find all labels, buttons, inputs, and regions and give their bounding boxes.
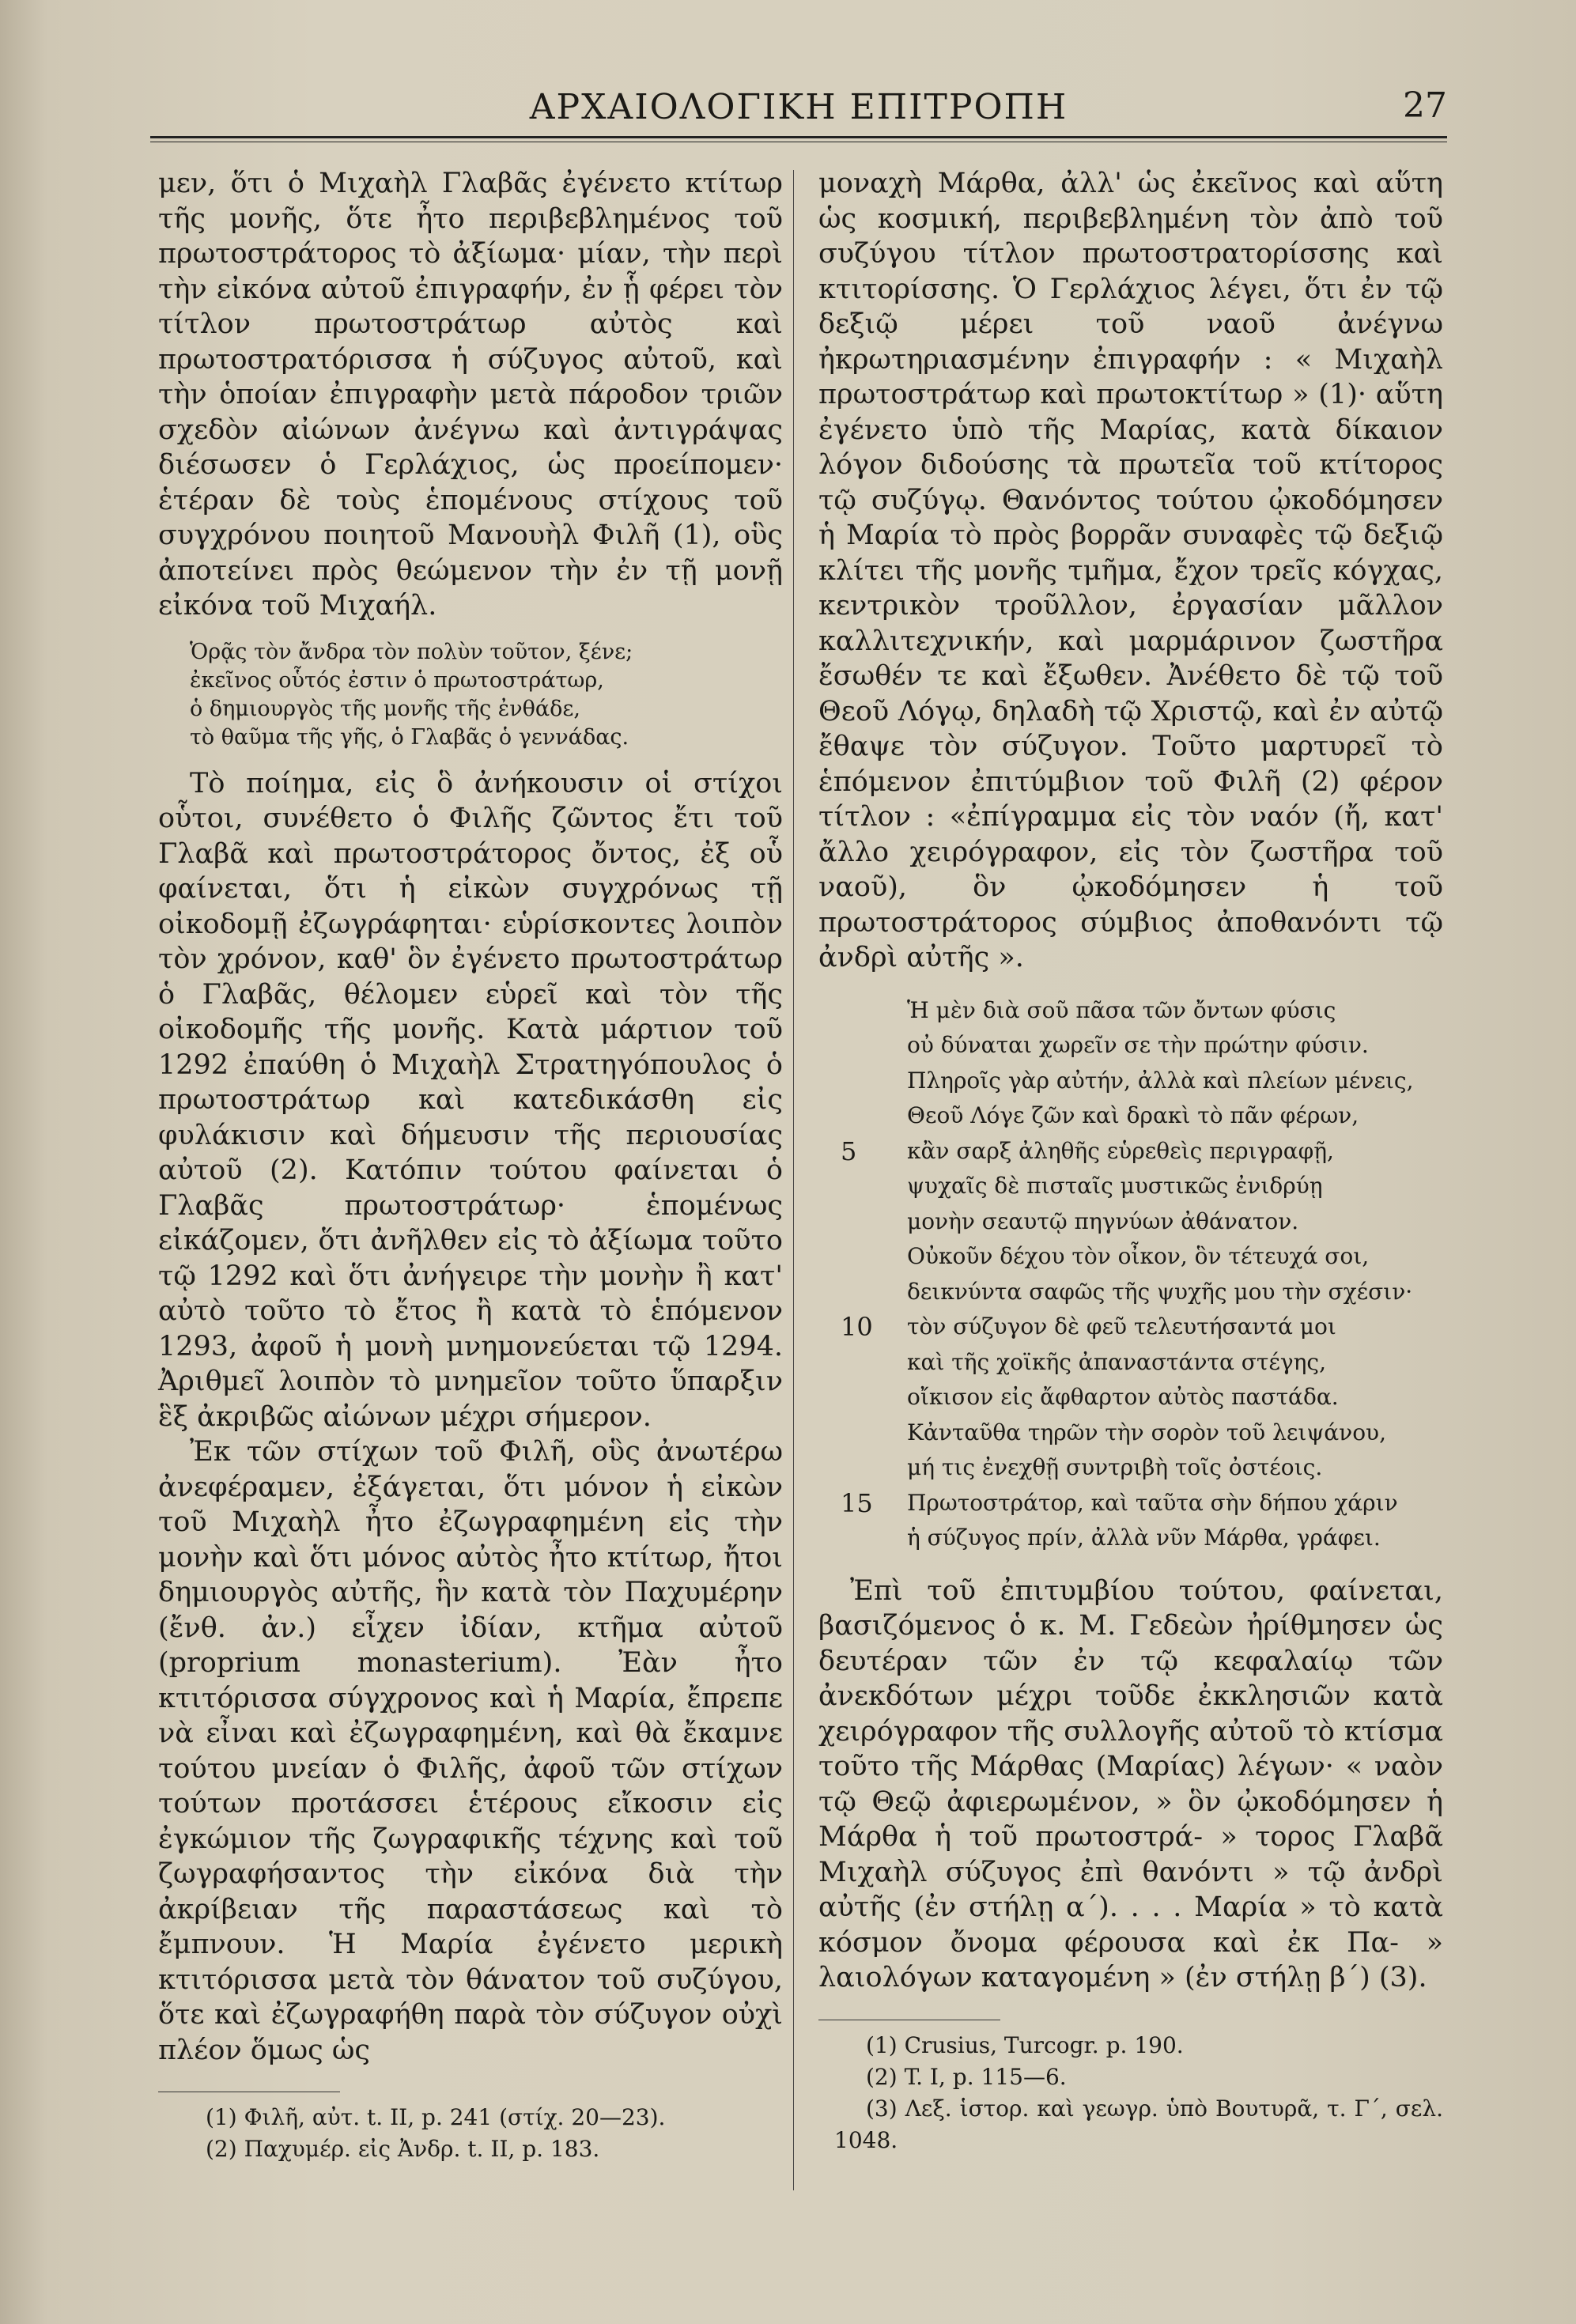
- poem-line: [818, 1275, 1443, 1310]
- poem-line: [818, 1380, 1443, 1415]
- page-number: 27: [1403, 85, 1447, 126]
- poem-line: ὁ δημιουργὸς τῆς μονῆς τῆς ἐνθάδε,: [190, 696, 580, 721]
- poem-line: [818, 1169, 1443, 1204]
- poem-line-text: κἂν σαρξ ἀληθῆς εὑρεθεὶς περιγραφῇ,: [907, 1137, 1334, 1164]
- left-column: [158, 166, 783, 2165]
- poem-line: ἐκεῖνος οὗτός ἐστιν ὁ πρωτοστράτωρ,: [190, 667, 604, 693]
- left-poem: [190, 638, 783, 752]
- poem-line-text: δεικνύντα σαφῶς τῆς ψυχῆς μου τὴν σχέσιν·: [907, 1278, 1413, 1305]
- right-column: [818, 166, 1443, 2156]
- poem-line: [818, 1064, 1443, 1099]
- header-rule: [150, 136, 1447, 142]
- poem-line: [818, 1028, 1443, 1064]
- poem-line: Ὁρᾷς τὸν ἄνδρα τὸν πολὺν τοῦτον, ξένε;: [190, 639, 633, 664]
- poem-line-text: μή τις ἐνεχθῇ συντριβὴ τοῖς ὀστέοις.: [907, 1454, 1323, 1480]
- poem-line-text: ἡ σύζυγος πρίν, ἀλλὰ νῦν Μάρθα, γράφει.: [907, 1525, 1381, 1551]
- poem-line: [818, 1098, 1443, 1134]
- footnote: (1) Crusius, Turcogr. p. 190.: [866, 2031, 1184, 2058]
- poem-line: τὸ θαῦμα τῆς γῆς, ὁ Γλαβᾶς ὁ γεννάδας.: [190, 724, 629, 750]
- poem-line-text: Πληροῖς γὰρ αὐτήν, ἀλλὰ καὶ πλείων μένεις,: [907, 1067, 1414, 1094]
- line-number: 15: [841, 1487, 873, 1518]
- poem-line: [818, 1204, 1443, 1240]
- poem-line-text: καὶ τῆς χοϊκῆς ἀπαναστάντα στέγης,: [907, 1348, 1326, 1375]
- poem-line-text: οὐ δύναται χωρεῖν σε τὴν πρώτην φύσιν.: [907, 1032, 1369, 1058]
- right-poem: [818, 993, 1443, 1556]
- line-number: 5: [841, 1136, 857, 1166]
- running-title: ΑΡΧΑΙΟΛΟΓΙΚΗ ΕΠΙΤΡΟΠΗ: [529, 87, 1068, 127]
- poem-line: [818, 1309, 1443, 1345]
- poem-line-text: τὸν σύζυγον δὲ φεῦ τελευτήσαντά μοι: [907, 1313, 1336, 1340]
- poem-line: [818, 1415, 1443, 1451]
- footnote: (3) Λεξ. ἱστορ. καὶ γεωγρ. ὑπὸ Βουτυρᾶ, τ. Γ΄, σελ. 1048.: [834, 2095, 1443, 2153]
- poem-line-text: Θεοῦ Λόγε ζῶν καὶ δρακὶ τὸ πᾶν φέρων,: [907, 1102, 1359, 1128]
- footnote: (2) Παχυμέρ. εἰς Ἀνδρ. t. II, p. 183.: [206, 2136, 600, 2162]
- footnote: (2) T. I, p. 115—6.: [866, 2063, 1067, 2090]
- poem-line: [818, 1521, 1443, 1556]
- line-number: 10: [841, 1312, 873, 1342]
- poem-line-text: Κἀνταῦθα τηρῶν τὴν σορὸν τοῦ λειψάνου,: [907, 1419, 1386, 1445]
- left-paragraph-3: Ἐκ τῶν στίχων τοῦ Φιλῆ, οὓς ἀνωτέρω ἀνεφέραμεν, ἐξάγεται, ὅτι μόνον ἡ εἰκὼν τοῦ Μιχαὴλ ἦτο ἐζωγραφημένη εἰς τὴν μονὴν καὶ ὅτι μόνος αὐτὸς ἦτο κτίτωρ, ἤτοι δημιουργὸς αὐτῆς, ἣν κατὰ τὸν Παχυμέρην (ἔνθ. ἀν.) εἶχεν ἰδίαν, κτῆμα αὐτοῦ (proprium monasterium). Ἐὰν ἦτο κτιτόρισσα σύγχρονος καὶ ἡ Μαρία, ἔπρεπε νὰ εἶναι καὶ ἐζωγραφημένη, καὶ θὰ ἔκαμνε τούτου μνείαν ὁ Φιλῆς, ἀφοῦ τῶν στίχων τούτων προτάσσει ἑτέρους εἴκοσιν εἰς ἐγκώμιον τῆς ζωγραφικῆς τέχνης καὶ τοῦ ζωγραφήσαντος τὴν εἰκόνα διὰ τὴν ἀκρίβειαν τῆς παραστάσεως καὶ τὸ ἔμπνουν. Ἡ Μαρία ἐγένετο μερικὴ κτιτόρισσα μετὰ τὸν θάνατον τοῦ συζύγου, ὅτε καὶ ἐζωγραφήθη παρὰ τὸν σύζυγον οὐχὶ πλέον ὅμως ὡς: [158, 1436, 783, 2066]
- poem-line: [818, 1345, 1443, 1381]
- poem-line-text: Ἡ μὲν διὰ σοῦ πᾶσα τῶν ὄντων φύσις: [907, 996, 1336, 1023]
- poem-line: [818, 1239, 1443, 1275]
- left-paragraph-2: Τὸ ποίημα, εἰς ὃ ἀνήκουσιν οἱ στίχοι οὗτοι, συνέθετο ὁ Φιλῆς ζῶντος ἔτι τοῦ Γλαβᾶ καὶ πρωτοστράτορος ὄντος, ἐξ οὗ φαίνεται, ὅτι ἡ εἰκὼν συγχρόνως τῇ οἰκοδομῇ ἐζωγράφηται· εὑρίσκοντες λοιπὸν τὸν χρόνον, καθ' ὃν ἐγένετο πρωτοστράτωρ ὁ Γλαβᾶς, θέλομεν εὑρεῖ καὶ τὸν τῆς οἰκοδομῆς τῆς μονῆς. Κατὰ μάρτιον τοῦ 1292 ἐπαύθη ὁ Μιχαὴλ Στρατηγόπουλος ὁ πρωτοστράτωρ καὶ κατεδικάσθη εἰς φυλάκισιν καὶ δήμευσιν τῆς περιουσίας αὐτοῦ (2). Κατόπιν τούτου φαίνεται ὁ Γλαβᾶς πρωτοστράτωρ· ἑπομένως εἰκάζομεν, ὅτι ἀνῆλθεν εἰς τὸ ἀξίωμα τοῦτο τῷ 1292 καὶ ὅτι ἀνήγειρε τὴν μονὴν ἢ κατ' αὐτὸ τοῦτο τὸ ἔτος ἢ κατὰ τὸ ἑπόμενον 1293, ἀφοῦ ἡ μονὴ μνημονεύεται τῷ 1294. Ἀριθμεῖ λοιπὸν τὸ μνημεῖον τοῦτο ὕπαρξιν ἓξ ἀκριβῶς αἰώνων μέχρι σήμερον.: [158, 767, 783, 1433]
- poem-line: [818, 1450, 1443, 1486]
- poem-line-text: Πρωτοστράτορ, καὶ ταῦτα σὴν δήπου χάριν: [907, 1489, 1398, 1516]
- poem-line: [818, 1486, 1443, 1521]
- poem-line: [818, 993, 1443, 1029]
- poem-line-text: μονὴν σεαυτῷ πηγνύων ἀθάνατον.: [907, 1207, 1299, 1234]
- poem-line: [818, 1134, 1443, 1170]
- page-header: [150, 87, 1447, 134]
- poem-line-text: ψυχαῖς δὲ πισταῖς μυστικῶς ἐνιδρύῃ: [907, 1173, 1323, 1199]
- right-paragraph-1: μοναχὴ Μάρθα, ἀλλ' ὡς ἐκεῖνος καὶ αὕτη ὡς κοσμική, περιβεβλημένη τὸν ἀπὸ τοῦ συζύγου τίτλον πρωτοστρατορίσσης καὶ κτιτορίσσης. Ὁ Γερλάχιος λέγει, ὅτι ἐν τῷ δεξιῷ μέρει τοῦ ναοῦ ἀνέγνω ἠκρωτηριασμένην ἐπιγραφήν : « Μιχαὴλ πρωτοστράτωρ καὶ πρωτοκτίτωρ » (1)· αὕτη ἐγένετο ὑπὸ τῆς Μαρίας, κατὰ δίκαιον λόγον διδούσης τὰ πρωτεῖα τοῦ κτίτορος τῷ συζύγῳ. Θανόντος τούτου ᾠκοδόμησεν ἡ Μαρία τὸ πρὸς βορρᾶν συναφὲς τῷ δεξιῷ κλίτει τῆς μονῆς τμῆμα, ἔχον τρεῖς κόγχας, κεντρικὸν τροῦλλον, ἐργασίαν μᾶλλον καλλιτεχνικήν, καὶ μαρμάρινον ζωστῆρα ἔσωθέν τε καὶ ἔξωθεν. Ἀνέθετο δὲ τῷ τοῦ Θεοῦ Λόγῳ, δηλαδὴ τῷ Χριστῷ, καὶ ἐν αὐτῷ ἔθαψε τὸν σύζυγον. Τοῦτο μαρτυρεῖ τὸ ἑπόμενον ἐπιτύμβιον τοῦ Φιλῆ (2) φέρον τίτλον : «ἐπίγραμμα εἰς τὸν ναόν (ἤ, κατ' ἄλλο χειρόγραφον, εἰς τὸν ζωστῆρα τοῦ ναοῦ), ὃν ᾠκοδόμησεν ἡ τοῦ πρωτοστράτορος σύμβιος ἀποθανόντι τῷ ἀνδρὶ αὐτῆς ».: [818, 168, 1443, 973]
- left-paragraph-1: μεν, ὅτι ὁ Μιχαὴλ Γλαβᾶς ἐγένετο κτίτωρ τῆς μονῆς, ὅτε ἦτο περιβεβλημένος τοῦ πρωτοστράτορος τὸ ἀξίωμα· μίαν, τὴν περὶ τὴν εἰκόνα αὐτοῦ ἐπιγραφήν, ἐν ᾗ φέρει τὸν τίτλον πρωτοστράτωρ αὐτὸς καὶ πρωτοστρατόρισσα ἡ σύζυγος αὐτοῦ, καὶ τὴν ὁποίαν ἐπιγραφὴν μετὰ πάροδον τριῶν σχεδὸν αἰώνων ἀνέγνω καὶ ἀντιγράψας διέσωσεν ὁ Γερλάχιος, ὡς προείπομεν· ἑτέραν δὲ τοὺς ἑπομένους στίχους τοῦ συγχρόνου ποιητοῦ Μανουὴλ Φιλῆ (1), οὓς ἀποτείνει πρὸς θεώμενον τὴν ἐν τῇ μονῇ εἰκόνα τοῦ Μιχαήλ.: [158, 168, 783, 622]
- right-paragraph-2: Ἐπὶ τοῦ ἐπιτυμβίου τούτου, φαίνεται, βασιζόμενος ὁ κ. Μ. Γεδεὼν ἠρίθμησεν ὡς δευτέραν τῶν ἐν τῷ κεφαλαίῳ τῶν ἀνεκδότων μέχρι τοῦδε ἐκκλησιῶν κατὰ χειρόγραφον τῆς συλλογῆς αὐτοῦ τὸ κτίσμα τοῦτο τῆς Μάρθας (Μαρίας) λέγων· « ναὸν τῷ Θεῷ ἀφιερωμένον, » ὃν ᾠκοδόμησεν ἡ Μάρθα ἡ τοῦ πρωτοστρά- » τορος Γλαβᾶ Μιχαὴλ σύζυγος ἐπὶ θανόντι » τῷ ἀνδρὶ αὐτῆς (ἐν στήλῃ α΄). . . . Μαρία » τὸ κατὰ κόσμον ὄνομα φέρουσα καὶ ἐκ Πα- » λαιολόγων καταγομένη » (ἐν στήλῃ β΄) (3).: [818, 1574, 1443, 1993]
- footnote: (1) Φιλῆ, αὐτ. t. II, p. 241 (στίχ. 20—23).: [206, 2104, 666, 2130]
- poem-line-text: Οὐκοῦν δέχου τὸν οἶκον, ὃν τέτευχά σοι,: [907, 1243, 1370, 1269]
- poem-line-text: οἴκισον εἰς ἄφθαρτον αὐτὸς παστάδα.: [907, 1384, 1339, 1410]
- column-divider: [793, 170, 794, 2190]
